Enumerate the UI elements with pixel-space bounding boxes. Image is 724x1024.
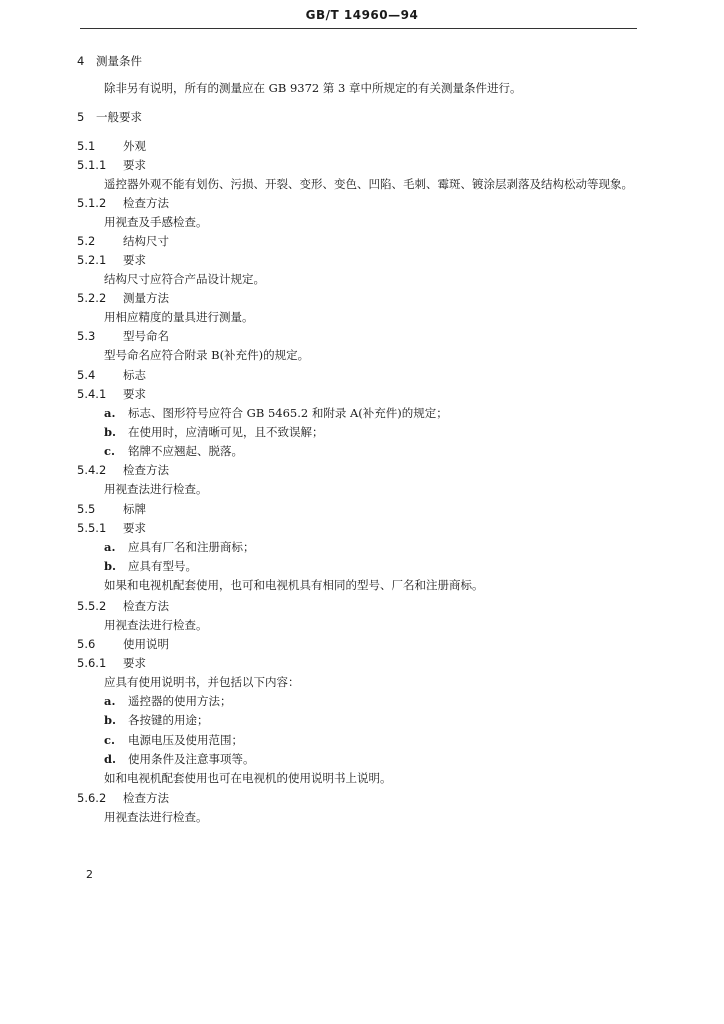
section-title: 测量方法 (123, 291, 169, 305)
section-number: 5.5.1 (77, 521, 107, 535)
list-text: 应具有型号。 (128, 559, 197, 573)
section-number: 5.2.2 (77, 291, 107, 305)
section-number: 5 (77, 110, 85, 124)
standard-code-header: GB/T 14960—94 (305, 8, 419, 22)
list-label: b. (104, 559, 117, 573)
paragraph-text: 用视查及手感检查。 (104, 215, 208, 229)
section-title: 一般要求 (96, 110, 142, 124)
section-number: 5.3 (77, 329, 96, 343)
paragraph-text: 遥控器外观不能有划伤、污损、开裂、变形、变色、凹陷、毛刺、霉斑、镀涂层剥落及结构松动等现象。 (104, 177, 633, 191)
list-label: b. (104, 713, 117, 727)
section-title: 标志 (123, 368, 146, 382)
paragraph-text: 用视查法进行检查。 (104, 482, 208, 496)
list-label: c. (104, 733, 116, 747)
section-title: 使用说明 (123, 637, 169, 651)
section-title: 外观 (123, 139, 146, 153)
list-text: 铭牌不应翘起、脱落。 (128, 444, 243, 458)
section-number: 5.6.2 (77, 791, 107, 805)
section-title: 要求 (123, 253, 146, 267)
list-text: 电源电压及使用范围； (128, 733, 243, 747)
section-number: 5.1.1 (77, 158, 107, 172)
section-title: 要求 (123, 387, 146, 401)
header-rule (80, 28, 637, 29)
section-title: 要求 (123, 158, 146, 172)
section-number: 5.1 (77, 139, 96, 153)
section-number: 4 (77, 54, 85, 68)
paragraph-text: 如果和电视机配套使用，也可和电视机具有相同的型号、厂名和注册商标。 (104, 578, 484, 592)
paragraph-text: 除非另有说明，所有的测量应在 GB 9372 第 3 章中所规定的有关测量条件进行。 (104, 81, 522, 95)
list-text: 各按键的用途； (128, 713, 209, 727)
paragraph-text: 用视查法进行检查。 (104, 810, 208, 824)
list-label: c. (104, 444, 116, 458)
list-label: a. (104, 406, 116, 420)
section-number: 5.2.1 (77, 253, 107, 267)
section-title: 结构尺寸 (123, 234, 169, 248)
section-title: 检查方法 (123, 791, 169, 805)
paragraph-text: 应具有使用说明书，并包括以下内容： (104, 675, 300, 689)
section-number: 5.4 (77, 368, 96, 382)
section-title: 检查方法 (123, 196, 169, 210)
list-label: a. (104, 694, 116, 708)
section-number: 5.5.2 (77, 599, 107, 613)
section-number: 5.5 (77, 502, 96, 516)
list-label: b. (104, 425, 117, 439)
section-number: 5.4.2 (77, 463, 107, 477)
section-number: 5.1.2 (77, 196, 107, 210)
section-title: 要求 (123, 656, 146, 670)
list-text: 使用条件及注意事项等。 (128, 752, 255, 766)
section-title: 标牌 (123, 502, 146, 516)
list-text: 在使用时，应清晰可见，且不致误解； (128, 425, 324, 439)
section-title: 型号命名 (123, 329, 169, 343)
list-label: a. (104, 540, 116, 554)
paragraph-text: 用相应精度的量具进行测量。 (104, 310, 254, 324)
section-number: 5.2 (77, 234, 96, 248)
list-label: d. (104, 752, 117, 766)
list-text: 应具有厂名和注册商标； (128, 540, 255, 554)
page-number: 2 (86, 868, 93, 881)
section-title: 检查方法 (123, 463, 169, 477)
section-number: 5.6 (77, 637, 96, 651)
section-title: 检查方法 (123, 599, 169, 613)
paragraph-text: 用视查法进行检查。 (104, 618, 208, 632)
paragraph-text: 结构尺寸应符合产品设计规定。 (104, 272, 265, 286)
section-title: 测量条件 (96, 54, 142, 68)
section-number: 5.4.1 (77, 387, 107, 401)
paragraph-text: 如和电视机配套使用也可在电视机的使用说明书上说明。 (104, 771, 392, 785)
list-text: 标志、图形符号应符合 GB 5465.2 和附录 A(补充件)的规定； (128, 406, 448, 420)
paragraph-text: 型号命名应符合附录 B(补充件)的规定。 (104, 348, 310, 362)
list-text: 遥控器的使用方法； (128, 694, 232, 708)
section-number: 5.6.1 (77, 656, 107, 670)
section-title: 要求 (123, 521, 146, 535)
